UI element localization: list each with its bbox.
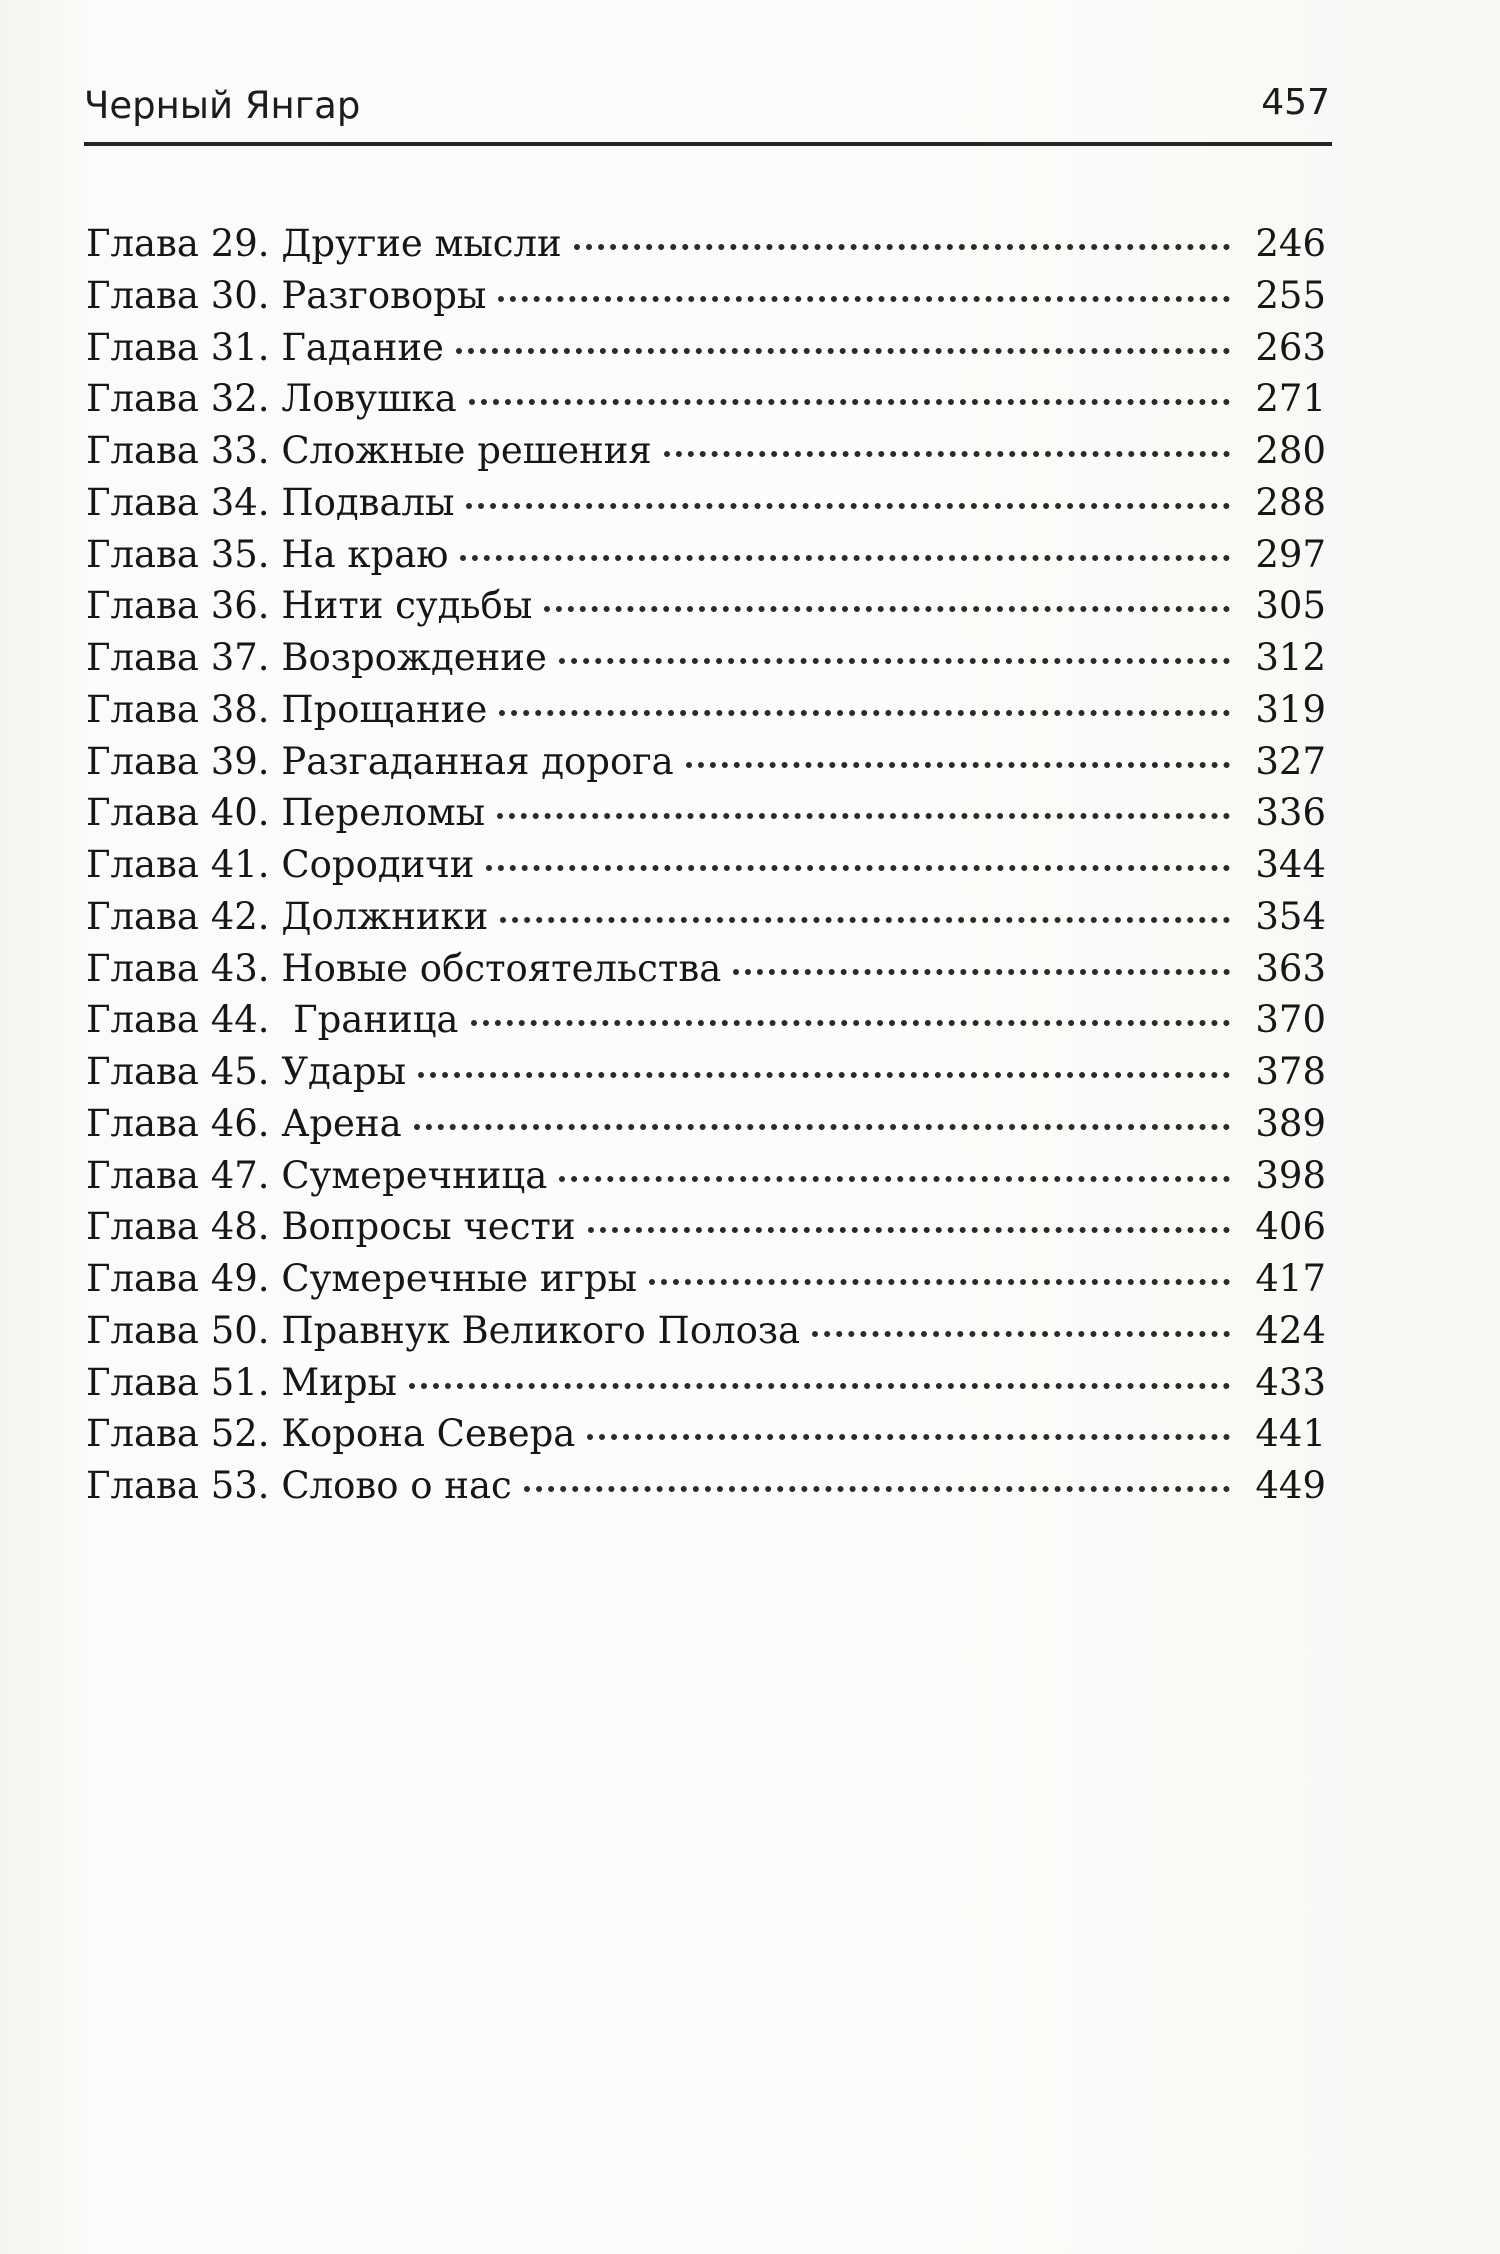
toc-entry-title: Глава 35. На краю (86, 532, 449, 576)
toc-entry (86, 947, 1326, 999)
toc-entry-page: 363 (1255, 946, 1326, 990)
running-title: Черный Янгар (84, 84, 361, 127)
toc-entry (86, 377, 1326, 429)
toc-entry (86, 791, 1326, 843)
dot-leader (418, 1062, 1230, 1078)
toc-entry-title: Глава 41. Сородичи (86, 843, 475, 886)
toc-entry-title: Глава 48. Вопросы чести (86, 1205, 576, 1249)
toc-entry (86, 429, 1326, 481)
toc-entry (86, 1257, 1326, 1309)
toc-entry-title: Глава 39. Разгаданная дорога (86, 739, 674, 783)
toc-entry-page: 288 (1255, 480, 1326, 524)
toc-entry-title: Глава 44. Граница (86, 998, 459, 1042)
toc-entry-page: 441 (1255, 1412, 1326, 1456)
dot-leader (733, 959, 1230, 975)
dot-leader (649, 1269, 1230, 1285)
dot-leader (414, 1114, 1230, 1130)
toc-entry-page: 398 (1255, 1153, 1326, 1197)
toc-entry-title: Глава 40. Переломы (86, 791, 486, 835)
toc-entry-page: 297 (1255, 532, 1326, 576)
toc-entry-page: 370 (1255, 998, 1326, 1042)
toc-entry-title: Глава 38. Прощание (86, 687, 488, 731)
toc-entry-page: 312 (1255, 636, 1326, 679)
toc-entry-page: 336 (1255, 791, 1326, 835)
toc-entry-title: Глава 49. Сумеречные игры (86, 1257, 638, 1300)
toc-entry-title: Глава 47. Сумеречница (86, 1153, 548, 1197)
toc-entry-page: 280 (1255, 429, 1326, 472)
toc-entry-title: Глава 52. Корона Севера (86, 1412, 576, 1456)
toc-entry-page: 449 (1255, 1464, 1326, 1507)
toc-entry-page: 354 (1255, 894, 1326, 938)
toc-entry (86, 584, 1326, 636)
toc-entry-page: 433 (1255, 1360, 1326, 1404)
toc-entry (86, 998, 1326, 1050)
toc-entry-page: 319 (1255, 687, 1326, 731)
toc-entry-title: Глава 32. Ловушка (86, 377, 457, 421)
dot-leader (559, 1166, 1230, 1182)
toc-entry-page: 271 (1255, 377, 1326, 421)
toc-entry-page: 417 (1255, 1257, 1326, 1300)
dot-leader (460, 545, 1230, 561)
toc-entry (86, 843, 1326, 895)
toc-entry-title: Глава 37. Возрождение (86, 636, 547, 679)
dot-leader (466, 493, 1230, 509)
toc-entry (86, 1361, 1326, 1413)
toc-entry-page: 406 (1255, 1205, 1326, 1249)
dot-leader (469, 389, 1230, 405)
toc-entry-title: Глава 50. Правнук Великого Полоза (86, 1308, 801, 1352)
dot-leader (499, 700, 1230, 716)
dot-leader (500, 907, 1230, 923)
dot-leader (524, 1476, 1230, 1492)
dot-leader (409, 1373, 1230, 1389)
dot-leader (812, 1321, 1230, 1337)
toc-entry-page: 246 (1255, 222, 1326, 265)
toc-entry-title: Глава 51. Миры (86, 1360, 397, 1404)
toc-entry (86, 1412, 1326, 1464)
toc-entry-title: Глава 42. Должники (86, 894, 489, 938)
toc-entry-page: 327 (1255, 739, 1326, 783)
toc-entry-page: 378 (1255, 1050, 1326, 1093)
toc-entry (86, 326, 1326, 378)
dot-leader (664, 441, 1230, 457)
toc-entry-title: Глава 45. Удары (86, 1050, 407, 1093)
dot-leader (498, 286, 1230, 302)
dot-leader (456, 338, 1230, 354)
toc-entry (86, 1050, 1326, 1102)
toc-entry-title: Глава 34. Подвалы (86, 480, 455, 524)
dot-leader (559, 648, 1230, 664)
toc-entry-page: 344 (1255, 843, 1326, 886)
toc-entry-title: Глава 53. Слово о нас (86, 1464, 512, 1507)
toc-entry-page: 424 (1255, 1308, 1326, 1352)
toc-entry-page: 255 (1255, 273, 1326, 317)
toc-entry-title: Глава 29. Другие мысли (86, 222, 562, 265)
dot-leader (587, 1424, 1230, 1440)
toc-entry (86, 1464, 1326, 1516)
toc-entry (86, 1102, 1326, 1154)
toc-entry-title: Глава 33. Сложные решения (86, 429, 652, 472)
dot-leader (544, 596, 1230, 612)
toc-entry-page: 389 (1255, 1101, 1326, 1145)
page-number: 457 (1261, 82, 1330, 123)
dot-leader (471, 1010, 1231, 1026)
toc-entry (86, 1309, 1326, 1361)
dot-leader (588, 1217, 1230, 1233)
toc-entry (86, 636, 1326, 688)
toc-entry (86, 533, 1326, 585)
toc-entry-page: 305 (1255, 584, 1326, 628)
toc-entry-title: Глава 30. Разговоры (86, 273, 487, 317)
dot-leader (574, 234, 1230, 250)
table-of-contents (86, 222, 1326, 1516)
running-header (84, 80, 1332, 146)
toc-entry-title: Глава 43. Новые обстоятельства (86, 946, 722, 990)
dot-leader (686, 752, 1230, 768)
toc-entry-page: 263 (1255, 325, 1326, 369)
toc-entry (86, 895, 1326, 947)
dot-leader (497, 803, 1230, 819)
toc-entry (86, 740, 1326, 792)
toc-entry-title: Глава 36. Нити судьбы (86, 584, 533, 628)
toc-entry (86, 274, 1326, 326)
toc-entry (86, 1205, 1326, 1257)
dot-leader (486, 855, 1230, 871)
toc-entry-title: Глава 46. Арена (86, 1101, 402, 1145)
toc-entry (86, 1154, 1326, 1206)
toc-entry (86, 222, 1326, 274)
toc-entry-title: Глава 31. Гадание (86, 325, 444, 369)
toc-entry (86, 481, 1326, 533)
toc-entry (86, 688, 1326, 740)
